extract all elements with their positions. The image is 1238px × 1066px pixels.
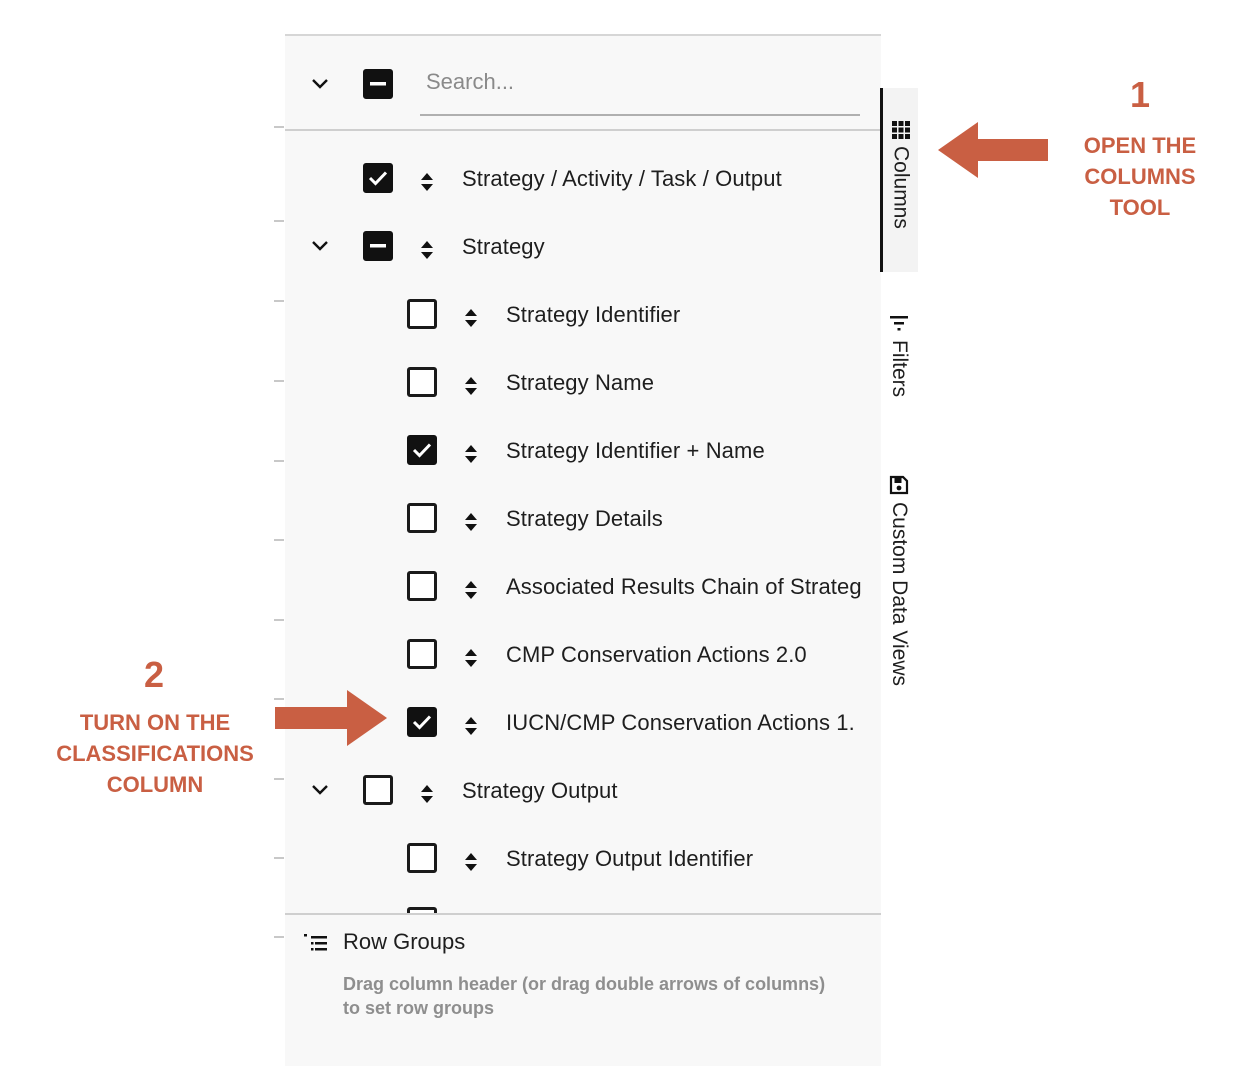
row-groups-icon xyxy=(303,932,329,954)
column-checkbox[interactable] xyxy=(407,367,437,397)
group-checkbox[interactable] xyxy=(363,231,393,261)
column-group-label: Strategy xyxy=(462,234,545,259)
drag-handle-icon[interactable] xyxy=(463,443,479,465)
ruler-tick xyxy=(274,220,284,222)
ruler-tick xyxy=(274,126,284,128)
drag-handle-icon[interactable] xyxy=(463,715,479,737)
tab-filters-label: Filters xyxy=(888,340,911,398)
ruler-tick xyxy=(274,300,284,302)
group-chevron-down-icon[interactable] xyxy=(308,234,332,258)
search-field[interactable] xyxy=(420,60,860,116)
column-group-strategy-output[interactable] xyxy=(285,745,881,813)
annotation-line: TURN ON THE xyxy=(79,710,231,735)
column-label: Strategy Output Identifier xyxy=(506,846,754,871)
group-checkbox[interactable] xyxy=(363,775,393,805)
column-label: Strategy Details xyxy=(506,506,663,531)
search-input[interactable] xyxy=(424,64,858,100)
annotation-step-text xyxy=(40,707,270,800)
annotation-line: CLASSIFICATIONS xyxy=(56,741,254,766)
drag-handle-icon[interactable] xyxy=(463,579,479,601)
ruler-tick xyxy=(274,380,284,382)
drag-handle-icon[interactable] xyxy=(463,647,479,669)
drag-handle-icon[interactable] xyxy=(463,375,479,397)
ruler-tick xyxy=(274,857,284,859)
ruler-tick xyxy=(274,539,284,541)
column-checkbox[interactable] xyxy=(407,707,437,737)
column-item[interactable] xyxy=(285,813,881,881)
annotation-line: COLUMNS xyxy=(1084,164,1196,189)
tab-columns-label: Columns xyxy=(889,146,913,229)
ruler-tick xyxy=(274,460,284,462)
drag-handle-icon[interactable] xyxy=(419,239,435,261)
tab-custom-data-views[interactable] xyxy=(880,470,918,720)
column-list xyxy=(285,133,881,913)
collapse-all-chevron-icon[interactable] xyxy=(308,72,332,96)
annotation-step-number: 1 xyxy=(1129,74,1151,115)
column-checkbox[interactable] xyxy=(363,163,393,193)
column-group-label: Strategy Output xyxy=(462,778,618,803)
divider xyxy=(285,913,881,915)
column-item[interactable] xyxy=(285,337,881,405)
ruler-tick xyxy=(274,778,284,780)
annotation-line: OPEN THE xyxy=(1083,133,1197,158)
annotation-arrow-left-icon xyxy=(938,122,1050,178)
annotation-arrow-right-icon xyxy=(275,690,387,746)
column-label: Strategy Name xyxy=(506,370,655,395)
column-item[interactable] xyxy=(285,473,881,541)
tab-columns[interactable] xyxy=(880,88,918,272)
columns-tool-panel xyxy=(285,34,881,1066)
save-icon xyxy=(888,474,910,496)
drag-handle-icon[interactable] xyxy=(463,851,479,873)
annotation-line: TOOL xyxy=(1109,195,1171,220)
ruler-tick xyxy=(274,619,284,621)
column-checkbox[interactable] xyxy=(407,571,437,601)
columns-panel-header xyxy=(285,36,881,131)
column-label: CMP Conservation Actions 2.0 xyxy=(506,642,807,667)
drag-handle-icon[interactable] xyxy=(419,171,435,193)
row-groups-title: Row Groups xyxy=(343,929,466,954)
group-chevron-down-icon[interactable] xyxy=(308,778,332,802)
column-label: IUCN/CMP Conservation Actions 1. xyxy=(506,710,855,735)
tab-custom-data-views-label: Custom Data Views xyxy=(888,502,911,687)
column-checkbox[interactable] xyxy=(407,843,437,873)
column-checkbox[interactable] xyxy=(407,639,437,669)
column-label: Associated Results Chain of Strateg xyxy=(506,574,862,599)
column-item[interactable] xyxy=(285,269,881,337)
ruler-tick xyxy=(274,936,284,938)
annotation-line: COLUMN xyxy=(106,772,204,797)
annotation-step-number: 2 xyxy=(143,654,165,695)
column-group-strategy[interactable] xyxy=(285,201,881,269)
row-groups-hint: Drag column header (or drag double arrows of columns) to set row groups xyxy=(343,974,826,1018)
column-item[interactable] xyxy=(285,405,881,473)
column-checkbox[interactable] xyxy=(407,435,437,465)
column-label: Strategy Identifier + Name xyxy=(506,438,765,463)
drag-handle-icon[interactable] xyxy=(463,307,479,329)
side-tab-bar xyxy=(880,88,918,728)
select-all-checkbox[interactable] xyxy=(363,69,393,99)
column-checkbox[interactable] xyxy=(407,503,437,533)
drag-handle-icon[interactable] xyxy=(419,783,435,805)
column-checkbox[interactable] xyxy=(407,299,437,329)
column-label: Strategy / Activity / Task / Output xyxy=(462,166,782,191)
column-label: Strategy Identifier xyxy=(506,302,681,327)
column-item[interactable] xyxy=(285,541,881,609)
tab-filters[interactable] xyxy=(880,310,918,420)
annotation-step-text xyxy=(1050,130,1230,223)
grid-icon xyxy=(891,120,911,140)
column-item[interactable] xyxy=(285,133,881,201)
drag-handle-icon[interactable] xyxy=(463,511,479,533)
column-item[interactable] xyxy=(285,609,881,677)
filter-icon xyxy=(888,314,910,334)
